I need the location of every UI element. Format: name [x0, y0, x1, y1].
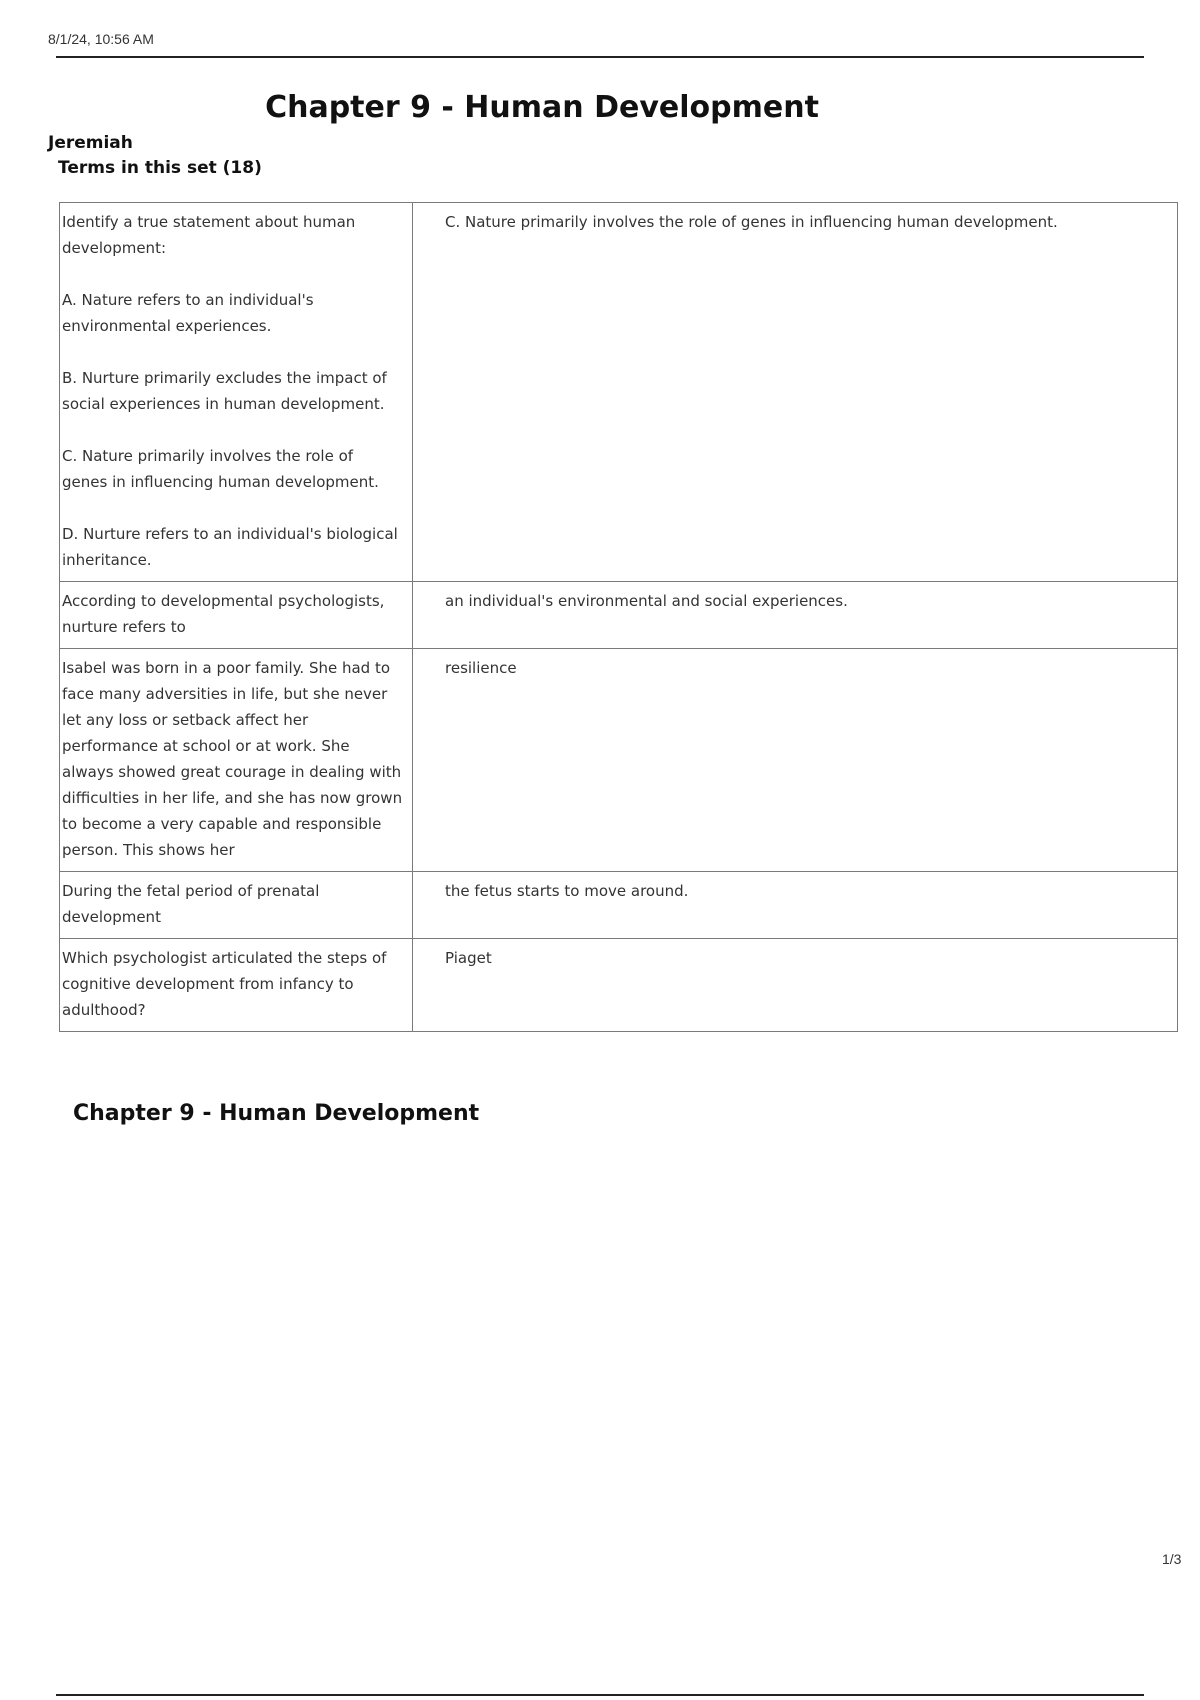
table-row: [60, 649, 1178, 872]
definition-cell: [413, 939, 1178, 1032]
footer-subtitle: Chapter 9 - Human Development: [73, 1101, 480, 1126]
term-cell: [60, 649, 413, 872]
term-cell: [60, 203, 413, 582]
page-number: 1/3: [1162, 1551, 1182, 1567]
term-text: Identify a true statement about human development: A. Nature refers to an individual's environmental experiences. B. Nurture primarily excludes the impact of social experiences in human development. C. Nature primarily involves the role of genes in influencing human development. D. Nurture refers to an individual's biological inheritance.: [62, 213, 398, 569]
term-text: Isabel was born in a poor family. She had to face many adversities in life, but she never let any loss or setback affect her performance at school or at work. She always showed great courage in dealing with difficulties in her life, and she has now grown to become a very capable and responsible person. This shows her: [62, 659, 403, 859]
definition-cell: [413, 203, 1178, 582]
term-cell: [60, 872, 413, 939]
page-title: Chapter 9 - Human Development: [265, 90, 819, 125]
flashcard-table: [59, 202, 1178, 1032]
top-divider: [56, 56, 1144, 58]
bottom-divider: [56, 1694, 1144, 1696]
term-text: During the fetal period of prenatal development: [62, 882, 320, 926]
definition-cell: [413, 872, 1178, 939]
definition-cell: [413, 649, 1178, 872]
term-text: According to developmental psychologists, nurture refers to: [62, 592, 385, 636]
terms-count-label: Terms in this set (18): [58, 158, 262, 178]
print-date: 8/1/24, 10:56 AM: [48, 31, 154, 47]
definition-cell: [413, 582, 1178, 649]
table-row: [60, 203, 1178, 582]
term-cell: [60, 582, 413, 649]
table-row: [60, 939, 1178, 1032]
definition-text: C. Nature primarily involves the role of genes in influencing human development.: [445, 213, 1058, 231]
table-row: [60, 872, 1178, 939]
definition-text: resilience: [445, 659, 517, 677]
definition-text: Piaget: [445, 949, 492, 967]
definition-text: the fetus starts to move around.: [445, 882, 689, 900]
table-row: [60, 582, 1178, 649]
term-text: Which psychologist articulated the steps of cognitive development from infancy to adulthood?: [62, 949, 387, 1019]
definition-text: an individual's environmental and social experiences.: [445, 592, 848, 610]
author-name: Jeremiah: [48, 133, 133, 153]
term-cell: [60, 939, 413, 1032]
